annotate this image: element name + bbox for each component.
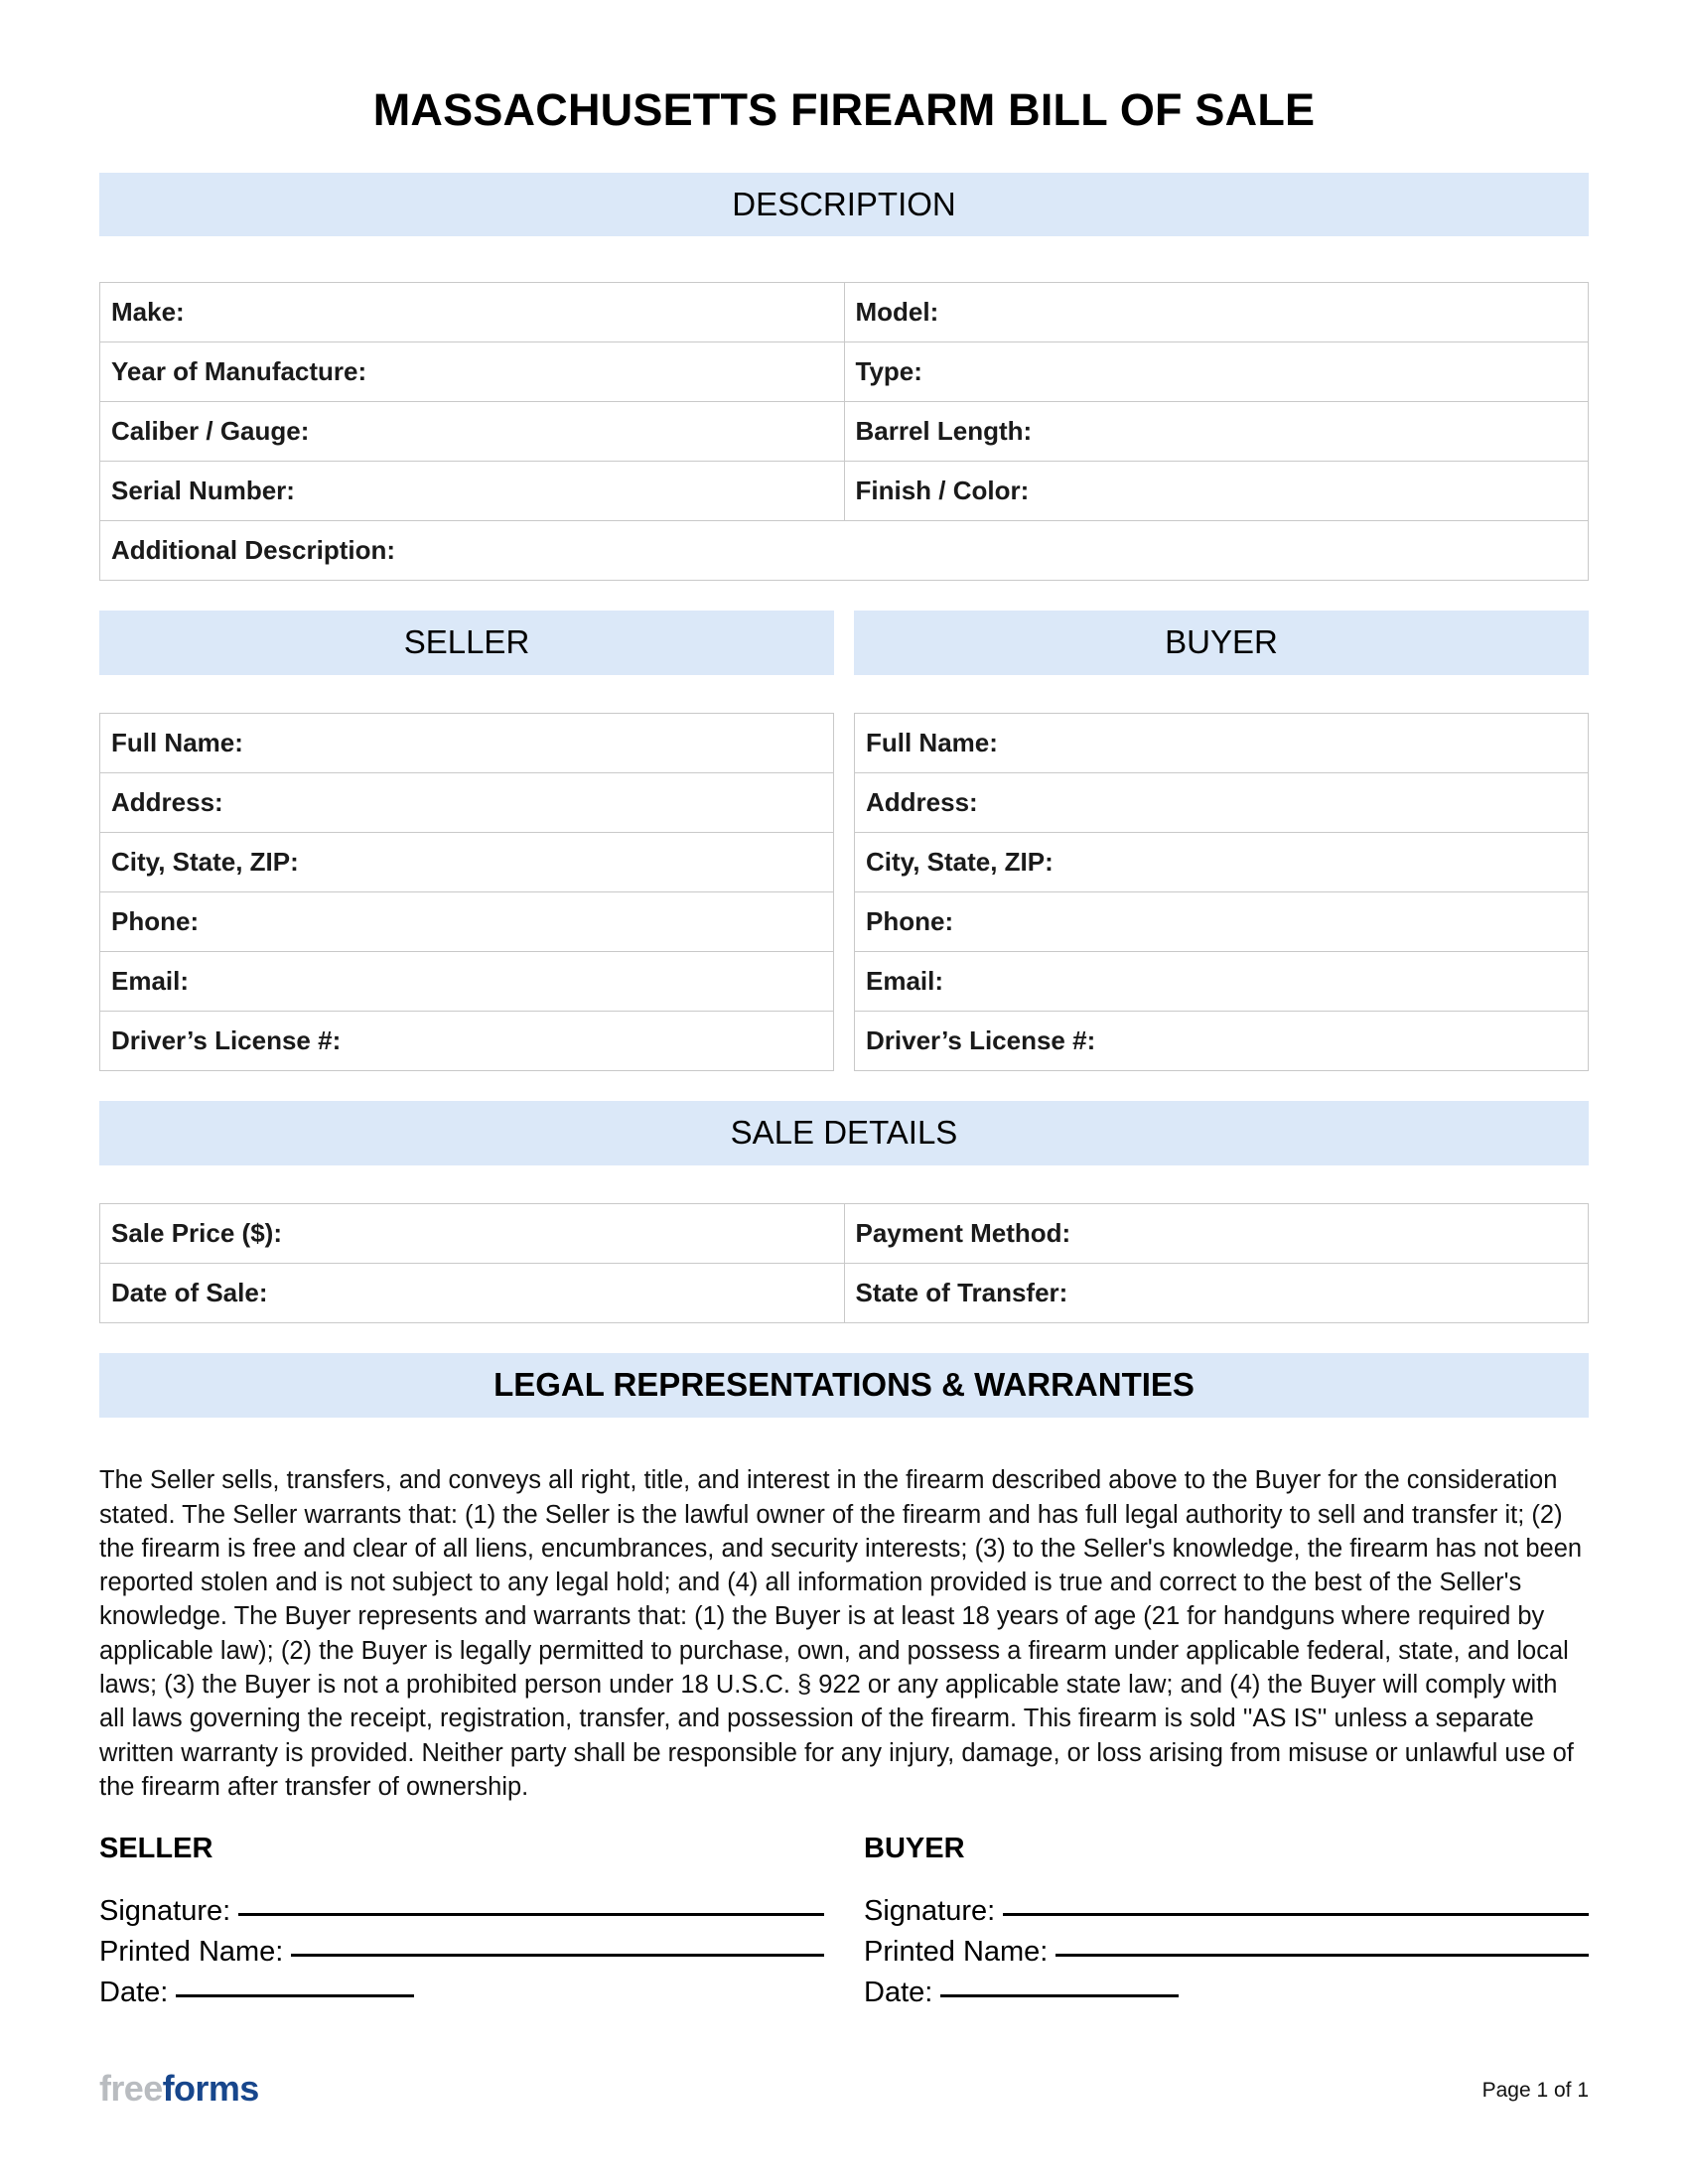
spacer xyxy=(99,1165,1589,1203)
seller-field-drivers-license: Driver’s License #: xyxy=(100,1012,834,1071)
spacer xyxy=(99,1804,1589,1834)
seller-field-address: Address: xyxy=(100,773,834,833)
seller-printed-name-row xyxy=(99,1932,824,1973)
party-tables-row xyxy=(99,713,1589,1071)
field-label-state-of-transfer: State of Transfer: xyxy=(844,1264,1589,1323)
logo-text-free: free xyxy=(99,2068,163,2109)
buyer-printed-name-row xyxy=(864,1932,1589,1973)
seller-signature-row xyxy=(99,1891,824,1932)
seller-field-email: Email: xyxy=(100,952,834,1012)
field-label-additional-description: Additional Description: xyxy=(100,521,1589,581)
signature-block xyxy=(99,1834,1589,2013)
page-footer xyxy=(99,2068,1589,2109)
spacer xyxy=(99,1323,1589,1353)
field-label-sale-price: Sale Price ($): xyxy=(100,1204,845,1264)
table-row xyxy=(100,342,1589,402)
table-row xyxy=(100,892,834,952)
buyer-field-phone: Phone: xyxy=(855,892,1589,952)
buyer-banner-col xyxy=(854,611,1589,675)
table-row xyxy=(100,1204,1589,1264)
seller-printed-name-label: Printed Name: xyxy=(99,1936,284,1969)
buyer-printed-name-label: Printed Name: xyxy=(864,1936,1049,1969)
field-label-model: Model: xyxy=(844,283,1589,342)
spacer xyxy=(99,1418,1589,1463)
seller-field-city-state-zip: City, State, ZIP: xyxy=(100,833,834,892)
freeforms-logo xyxy=(99,2068,259,2109)
table-row xyxy=(855,714,1589,773)
buyer-printed-name-line[interactable] xyxy=(1055,1954,1589,1957)
seller-field-phone: Phone: xyxy=(100,892,834,952)
buyer-signature-col xyxy=(864,1834,1589,2013)
buyer-field-drivers-license: Driver’s License #: xyxy=(855,1012,1589,1071)
spacer xyxy=(99,236,1589,282)
description-table xyxy=(99,282,1589,581)
table-row xyxy=(100,462,1589,521)
table-row xyxy=(100,402,1589,462)
table-row xyxy=(100,773,834,833)
section-banner-seller: SELLER xyxy=(99,611,834,675)
field-label-year-of-manufacture: Year of Manufacture: xyxy=(100,342,845,402)
field-label-date-of-sale: Date of Sale: xyxy=(100,1264,845,1323)
buyer-field-address: Address: xyxy=(855,773,1589,833)
buyer-date-line[interactable] xyxy=(940,1994,1179,1997)
seller-date-row xyxy=(99,1973,824,2013)
seller-signature-heading: SELLER xyxy=(99,1833,213,1865)
seller-date-label: Date: xyxy=(99,1977,169,2009)
table-row xyxy=(100,833,834,892)
logo-text-forms: forms xyxy=(162,2068,259,2109)
buyer-table xyxy=(854,713,1589,1071)
spacer xyxy=(99,1071,1589,1101)
legal-paragraph: The Seller sells, transfers, and conveys all right, title, and interest in the firearm described above to the Buyer for the consideration stated. The Seller warrants that: (1) the Seller is the lawful owner of the firearm and has full legal authority to sell and transfer it; (2) the firearm is free and clear of all liens, encumbrances, and security interests; (3) to the Seller's knowledge, the firearm has not been reported stolen and is not subject to any legal hold; and (4) all information provided is true and correct to the best of the Seller's knowledge. The Buyer represents and warrants that: (1) the Buyer is at least 18 years of age (21 for handguns where required by applicable law); (2) the Buyer is legally permitted to purchase, own, and possess a firearm under applicable federal, state, and local laws; (3) the Buyer is not a prohibited person under 18 U.S.C. § 922 or any applicable state law; and (4) the Buyer will comply with all laws governing the receipt, registration, transfer, and possession of the firearm. This firearm is sold ''AS IS'' unless a separate written warranty is provided. Neither party shall be responsible for any injury, damage, or loss arising from misuse or unlawful use of the firearm after transfer of ownership. xyxy=(99,1466,1583,1801)
buyer-field-email: Email: xyxy=(855,952,1589,1012)
table-row xyxy=(855,833,1589,892)
field-label-serial-number: Serial Number: xyxy=(100,462,845,521)
section-banner-legal: LEGAL REPRESENTATIONS & WARRANTIES xyxy=(99,1353,1589,1418)
field-label-make: Make: xyxy=(100,283,845,342)
page-number: Page 1 of 1 xyxy=(1481,2079,1589,2102)
section-banner-sale-details: SALE DETAILS xyxy=(99,1101,1589,1165)
seller-printed-name-line[interactable] xyxy=(291,1954,824,1957)
buyer-signature-heading: BUYER xyxy=(864,1833,965,1865)
table-row xyxy=(855,773,1589,833)
field-label-caliber-gauge: Caliber / Gauge: xyxy=(100,402,845,462)
table-row xyxy=(100,952,834,1012)
table-row xyxy=(855,1012,1589,1071)
seller-table xyxy=(99,713,834,1071)
party-banner-row xyxy=(99,611,1589,675)
field-label-finish-color: Finish / Color: xyxy=(844,462,1589,521)
buyer-date-row xyxy=(864,1973,1589,2013)
field-label-payment-method: Payment Method: xyxy=(844,1204,1589,1264)
spacer xyxy=(99,581,1589,611)
table-row xyxy=(100,1012,834,1071)
buyer-field-full-name: Full Name: xyxy=(855,714,1589,773)
table-row xyxy=(100,283,1589,342)
spacer xyxy=(99,135,1589,173)
section-banner-buyer: BUYER xyxy=(854,611,1589,675)
seller-signature-col xyxy=(99,1834,824,2013)
seller-banner-col xyxy=(99,611,834,675)
buyer-signature-line[interactable] xyxy=(1003,1913,1589,1916)
buyer-signature-row xyxy=(864,1891,1589,1932)
table-row xyxy=(100,1264,1589,1323)
buyer-field-city-state-zip: City, State, ZIP: xyxy=(855,833,1589,892)
buyer-date-label: Date: xyxy=(864,1977,933,2009)
table-row xyxy=(855,952,1589,1012)
field-label-type: Type: xyxy=(844,342,1589,402)
seller-field-full-name: Full Name: xyxy=(100,714,834,773)
seller-date-line[interactable] xyxy=(176,1994,414,1997)
table-row xyxy=(100,714,834,773)
section-banner-description: DESCRIPTION xyxy=(99,173,1589,237)
spacer xyxy=(99,675,1589,713)
buyer-signature-label: Signature: xyxy=(864,1895,996,1928)
buyer-table-col xyxy=(854,713,1589,1071)
table-row xyxy=(100,521,1589,581)
table-row xyxy=(855,892,1589,952)
sale-details-table xyxy=(99,1203,1589,1323)
seller-signature-label: Signature: xyxy=(99,1895,231,1928)
field-label-barrel-length: Barrel Length: xyxy=(844,402,1589,462)
seller-signature-line[interactable] xyxy=(238,1913,824,1916)
seller-table-col xyxy=(99,713,834,1071)
page-title: MASSACHUSETTS FIREARM BILL OF SALE xyxy=(372,84,1316,135)
